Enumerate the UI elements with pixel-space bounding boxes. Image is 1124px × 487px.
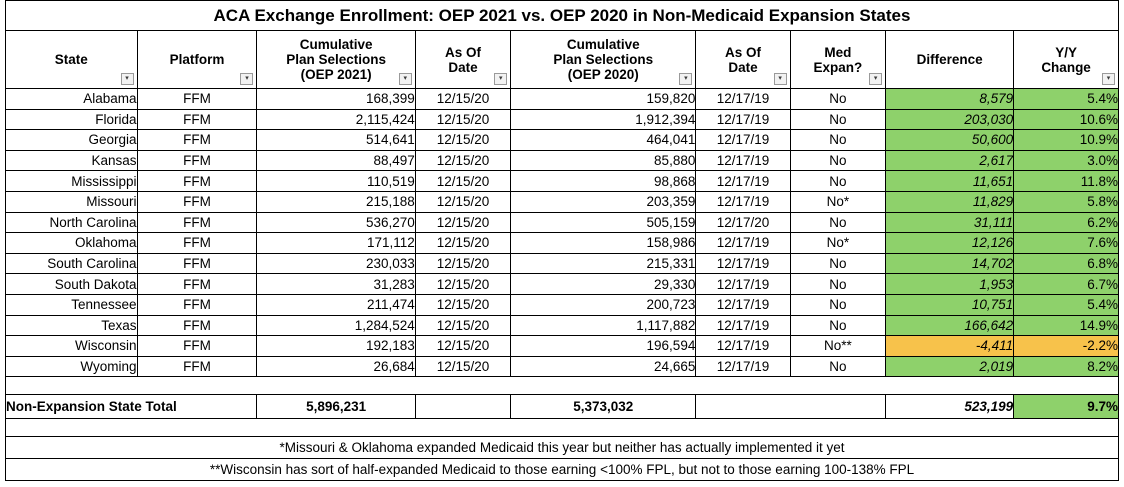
cell-oep2020: 1,117,882 xyxy=(511,315,696,336)
cell-difference: 10,751 xyxy=(886,294,1014,315)
cell-asof-2020: 12/17/19 xyxy=(696,315,790,336)
total-label: Non-Expansion State Total xyxy=(6,395,257,419)
cell-state: South Dakota xyxy=(6,274,138,295)
cell-asof-2020: 12/17/19 xyxy=(696,336,790,357)
cell-oep2020: 464,041 xyxy=(511,130,696,151)
filter-icon[interactable]: ▾ xyxy=(1102,73,1115,85)
cell-oep2021: 514,641 xyxy=(257,130,415,151)
column-header-asof-2020 xyxy=(696,31,790,89)
cell-asof-2021: 12/15/20 xyxy=(415,171,510,192)
table-row xyxy=(6,356,1119,377)
cell-platform: FFM xyxy=(137,336,257,357)
cell-difference: 203,030 xyxy=(886,109,1014,130)
cell-med-expansion: No xyxy=(790,109,885,130)
enrollment-table xyxy=(5,0,1119,481)
total-row xyxy=(6,395,1119,419)
cell-yy-change: -2.2% xyxy=(1014,336,1119,357)
cell-oep2021: 215,188 xyxy=(257,191,415,212)
footnote-row xyxy=(6,459,1119,481)
cell-asof-2020: 12/17/19 xyxy=(696,150,790,171)
cell-platform: FFM xyxy=(137,315,257,336)
cell-platform: FFM xyxy=(137,253,257,274)
cell-asof-2021: 12/15/20 xyxy=(415,191,510,212)
cell-state: Missouri xyxy=(6,191,138,212)
cell-oep2020: 1,912,394 xyxy=(511,109,696,130)
header-label: (OEP 2020) xyxy=(567,67,639,82)
cell-med-expansion: No xyxy=(790,130,885,151)
table-row xyxy=(6,294,1119,315)
header-label: As Of xyxy=(445,44,482,60)
cell-yy-change: 6.2% xyxy=(1014,212,1119,233)
cell-state: Oklahoma xyxy=(6,233,138,254)
cell-asof-2020: 12/17/19 xyxy=(696,274,790,295)
cell-oep2021: 88,497 xyxy=(257,150,415,171)
cell-med-expansion: No xyxy=(790,315,885,336)
cell-oep2020: 158,986 xyxy=(511,233,696,254)
cell-platform: FFM xyxy=(137,212,257,233)
header-label: (OEP 2021) xyxy=(300,67,372,82)
column-header-difference xyxy=(886,31,1014,89)
header-label: Plan Selections xyxy=(553,52,654,67)
total-yy-change: 9.7% xyxy=(1014,395,1119,419)
table-row xyxy=(6,109,1119,130)
cell-asof-2021: 12/15/20 xyxy=(415,253,510,274)
table-row xyxy=(6,336,1119,357)
header-label: State xyxy=(54,52,88,67)
footnote-missouri-oklahoma: *Missouri & Oklahoma expanded Medicaid this year but neither has actually implemented it yet xyxy=(6,437,1119,459)
cell-asof-2021: 12/15/20 xyxy=(415,212,510,233)
cell-difference: 14,702 xyxy=(886,253,1014,274)
cell-oep2020: 505,159 xyxy=(511,212,696,233)
header-label: Y/Y xyxy=(1055,44,1077,60)
cell-asof-2021: 12/15/20 xyxy=(415,336,510,357)
cell-yy-change: 6.7% xyxy=(1014,274,1119,295)
cell-state: Kansas xyxy=(6,150,138,171)
cell-asof-2020: 12/17/19 xyxy=(696,356,790,377)
cell-oep2020: 200,723 xyxy=(511,294,696,315)
cell-yy-change: 3.0% xyxy=(1014,150,1119,171)
cell-platform: FFM xyxy=(137,356,257,377)
cell-med-expansion: No xyxy=(790,253,885,274)
column-header-oep2020 xyxy=(511,31,696,89)
cell-state: Texas xyxy=(6,315,138,336)
table-row xyxy=(6,130,1119,151)
cell-difference: 11,651 xyxy=(886,171,1014,192)
table-row xyxy=(6,233,1119,254)
filter-icon[interactable]: ▾ xyxy=(679,73,692,85)
cell-asof-2021: 12/15/20 xyxy=(415,294,510,315)
header-label: Expan? xyxy=(813,59,863,75)
cell-asof-2020: 12/17/19 xyxy=(696,109,790,130)
cell-asof-2021: 12/15/20 xyxy=(415,130,510,151)
cell-asof-2021: 12/15/20 xyxy=(415,150,510,171)
filter-icon[interactable]: ▾ xyxy=(399,73,412,85)
cell-platform: FFM xyxy=(137,233,257,254)
header-label: Plan Selections xyxy=(286,52,387,67)
cell-difference: 8,579 xyxy=(886,89,1014,110)
cell-oep2021: 168,399 xyxy=(257,89,415,110)
cell-oep2021: 110,519 xyxy=(257,171,415,192)
cell-difference: 2,019 xyxy=(886,356,1014,377)
table-row xyxy=(6,89,1119,110)
cell-platform: FFM xyxy=(137,109,257,130)
cell-med-expansion: No xyxy=(790,150,885,171)
cell-asof-2020: 12/17/19 xyxy=(696,89,790,110)
cell-platform: FFM xyxy=(137,171,257,192)
cell-platform: FFM xyxy=(137,294,257,315)
filter-icon[interactable]: ▾ xyxy=(869,73,882,85)
cell-asof-2020: 12/17/19 xyxy=(696,171,790,192)
spacer-row-2 xyxy=(6,419,1119,437)
cell-oep2020: 196,594 xyxy=(511,336,696,357)
cell-med-expansion: No xyxy=(790,171,885,192)
cell-difference: -4,411 xyxy=(886,336,1014,357)
cell-oep2020: 24,665 xyxy=(511,356,696,377)
cell-state: Tennessee xyxy=(6,294,138,315)
cell-difference: 2,617 xyxy=(886,150,1014,171)
header-label: Platform xyxy=(169,52,225,67)
cell-platform: FFM xyxy=(137,150,257,171)
cell-oep2020: 29,330 xyxy=(511,274,696,295)
cell-state: South Carolina xyxy=(6,253,138,274)
cell-yy-change: 14.9% xyxy=(1014,315,1119,336)
table-row xyxy=(6,315,1119,336)
cell-asof-2020: 12/17/19 xyxy=(696,233,790,254)
spacer-cell xyxy=(6,419,1119,437)
cell-platform: FFM xyxy=(137,130,257,151)
cell-med-expansion: No xyxy=(790,212,885,233)
cell-oep2021: 211,474 xyxy=(257,294,415,315)
cell-difference: 12,126 xyxy=(886,233,1014,254)
total-spacer-2 xyxy=(696,395,790,419)
cell-oep2021: 2,115,424 xyxy=(257,109,415,130)
cell-platform: FFM xyxy=(137,89,257,110)
cell-yy-change: 8.2% xyxy=(1014,356,1119,377)
total-spacer-3 xyxy=(790,395,885,419)
cell-asof-2020: 12/17/19 xyxy=(696,294,790,315)
footnote-row xyxy=(6,437,1119,459)
cell-yy-change: 5.4% xyxy=(1014,89,1119,110)
cell-med-expansion: No xyxy=(790,274,885,295)
cell-state: Florida xyxy=(6,109,138,130)
page-title: ACA Exchange Enrollment: OEP 2021 vs. OEP 2020 in Non-Medicaid Expansion States xyxy=(6,1,1119,31)
cell-oep2020: 85,880 xyxy=(511,150,696,171)
table-row xyxy=(6,253,1119,274)
cell-asof-2020: 12/17/20 xyxy=(696,212,790,233)
cell-yy-change: 6.8% xyxy=(1014,253,1119,274)
cell-yy-change: 10.9% xyxy=(1014,130,1119,151)
table-row xyxy=(6,171,1119,192)
cell-difference: 31,111 xyxy=(886,212,1014,233)
column-header-state xyxy=(6,31,138,89)
header-row xyxy=(6,31,1119,89)
column-header-oep2021 xyxy=(257,31,415,89)
header-label: Cumulative xyxy=(299,37,373,52)
cell-med-expansion: No xyxy=(790,356,885,377)
cell-med-expansion: No** xyxy=(790,336,885,357)
cell-yy-change: 5.8% xyxy=(1014,191,1119,212)
cell-asof-2021: 12/15/20 xyxy=(415,315,510,336)
cell-platform: FFM xyxy=(137,274,257,295)
spacer-cell xyxy=(6,377,1119,395)
header-label: As Of xyxy=(724,44,761,60)
cell-yy-change: 7.6% xyxy=(1014,233,1119,254)
spacer-row xyxy=(6,377,1119,395)
cell-med-expansion: No xyxy=(790,294,885,315)
cell-oep2020: 203,359 xyxy=(511,191,696,212)
total-difference: 523,199 xyxy=(886,395,1014,419)
cell-platform: FFM xyxy=(137,191,257,212)
cell-state: Mississippi xyxy=(6,171,138,192)
cell-state: North Carolina xyxy=(6,212,138,233)
cell-oep2021: 192,183 xyxy=(257,336,415,357)
header-label: Date xyxy=(728,59,758,75)
cell-oep2021: 1,284,524 xyxy=(257,315,415,336)
cell-state: Wyoming xyxy=(6,356,138,377)
cell-oep2021: 230,033 xyxy=(257,253,415,274)
cell-asof-2021: 12/15/20 xyxy=(415,109,510,130)
column-header-asof-2021 xyxy=(415,31,510,89)
cell-asof-2020: 12/17/19 xyxy=(696,130,790,151)
cell-oep2021: 26,684 xyxy=(257,356,415,377)
footnote-wisconsin: **Wisconsin has sort of half-expanded Medicaid to those earning <100% FPL, but not to those earning 100-138% FPL xyxy=(6,459,1119,481)
column-header-med-expansion xyxy=(790,31,885,89)
cell-difference: 50,600 xyxy=(886,130,1014,151)
table-row xyxy=(6,150,1119,171)
cell-state: Alabama xyxy=(6,89,138,110)
total-spacer-1 xyxy=(415,395,510,419)
header-label: Med xyxy=(824,44,852,60)
header-label: Change xyxy=(1041,59,1091,75)
cell-yy-change: 10.6% xyxy=(1014,109,1119,130)
cell-med-expansion: No xyxy=(790,89,885,110)
cell-med-expansion: No* xyxy=(790,233,885,254)
cell-asof-2021: 12/15/20 xyxy=(415,356,510,377)
cell-yy-change: 11.8% xyxy=(1014,171,1119,192)
column-header-platform xyxy=(137,31,257,89)
header-label: Cumulative xyxy=(566,37,640,52)
total-oep2021: 5,896,231 xyxy=(257,395,415,419)
table-row xyxy=(6,191,1119,212)
cell-yy-change: 5.4% xyxy=(1014,294,1119,315)
table-row xyxy=(6,212,1119,233)
header-label: Date xyxy=(448,59,478,75)
cell-difference: 1,953 xyxy=(886,274,1014,295)
title-row xyxy=(6,1,1119,31)
cell-oep2021: 31,283 xyxy=(257,274,415,295)
filter-icon[interactable]: ▾ xyxy=(774,73,787,85)
cell-difference: 166,642 xyxy=(886,315,1014,336)
column-header-yy-change xyxy=(1014,31,1119,89)
table-row xyxy=(6,274,1119,295)
cell-asof-2020: 12/17/19 xyxy=(696,253,790,274)
cell-asof-2021: 12/15/20 xyxy=(415,89,510,110)
cell-asof-2020: 12/17/19 xyxy=(696,191,790,212)
filter-icon[interactable]: ▾ xyxy=(494,73,507,85)
filter-icon[interactable]: ▾ xyxy=(121,73,134,85)
header-label: Difference xyxy=(916,52,983,67)
cell-difference: 11,829 xyxy=(886,191,1014,212)
cell-med-expansion: No* xyxy=(790,191,885,212)
cell-oep2020: 215,331 xyxy=(511,253,696,274)
cell-asof-2021: 12/15/20 xyxy=(415,274,510,295)
cell-oep2020: 98,868 xyxy=(511,171,696,192)
cell-state: Wisconsin xyxy=(6,336,138,357)
cell-oep2020: 159,820 xyxy=(511,89,696,110)
total-oep2020: 5,373,032 xyxy=(511,395,696,419)
cell-asof-2021: 12/15/20 xyxy=(415,233,510,254)
cell-oep2021: 171,112 xyxy=(257,233,415,254)
cell-oep2021: 536,270 xyxy=(257,212,415,233)
cell-state: Georgia xyxy=(6,130,138,151)
filter-icon[interactable]: ▾ xyxy=(240,73,253,85)
